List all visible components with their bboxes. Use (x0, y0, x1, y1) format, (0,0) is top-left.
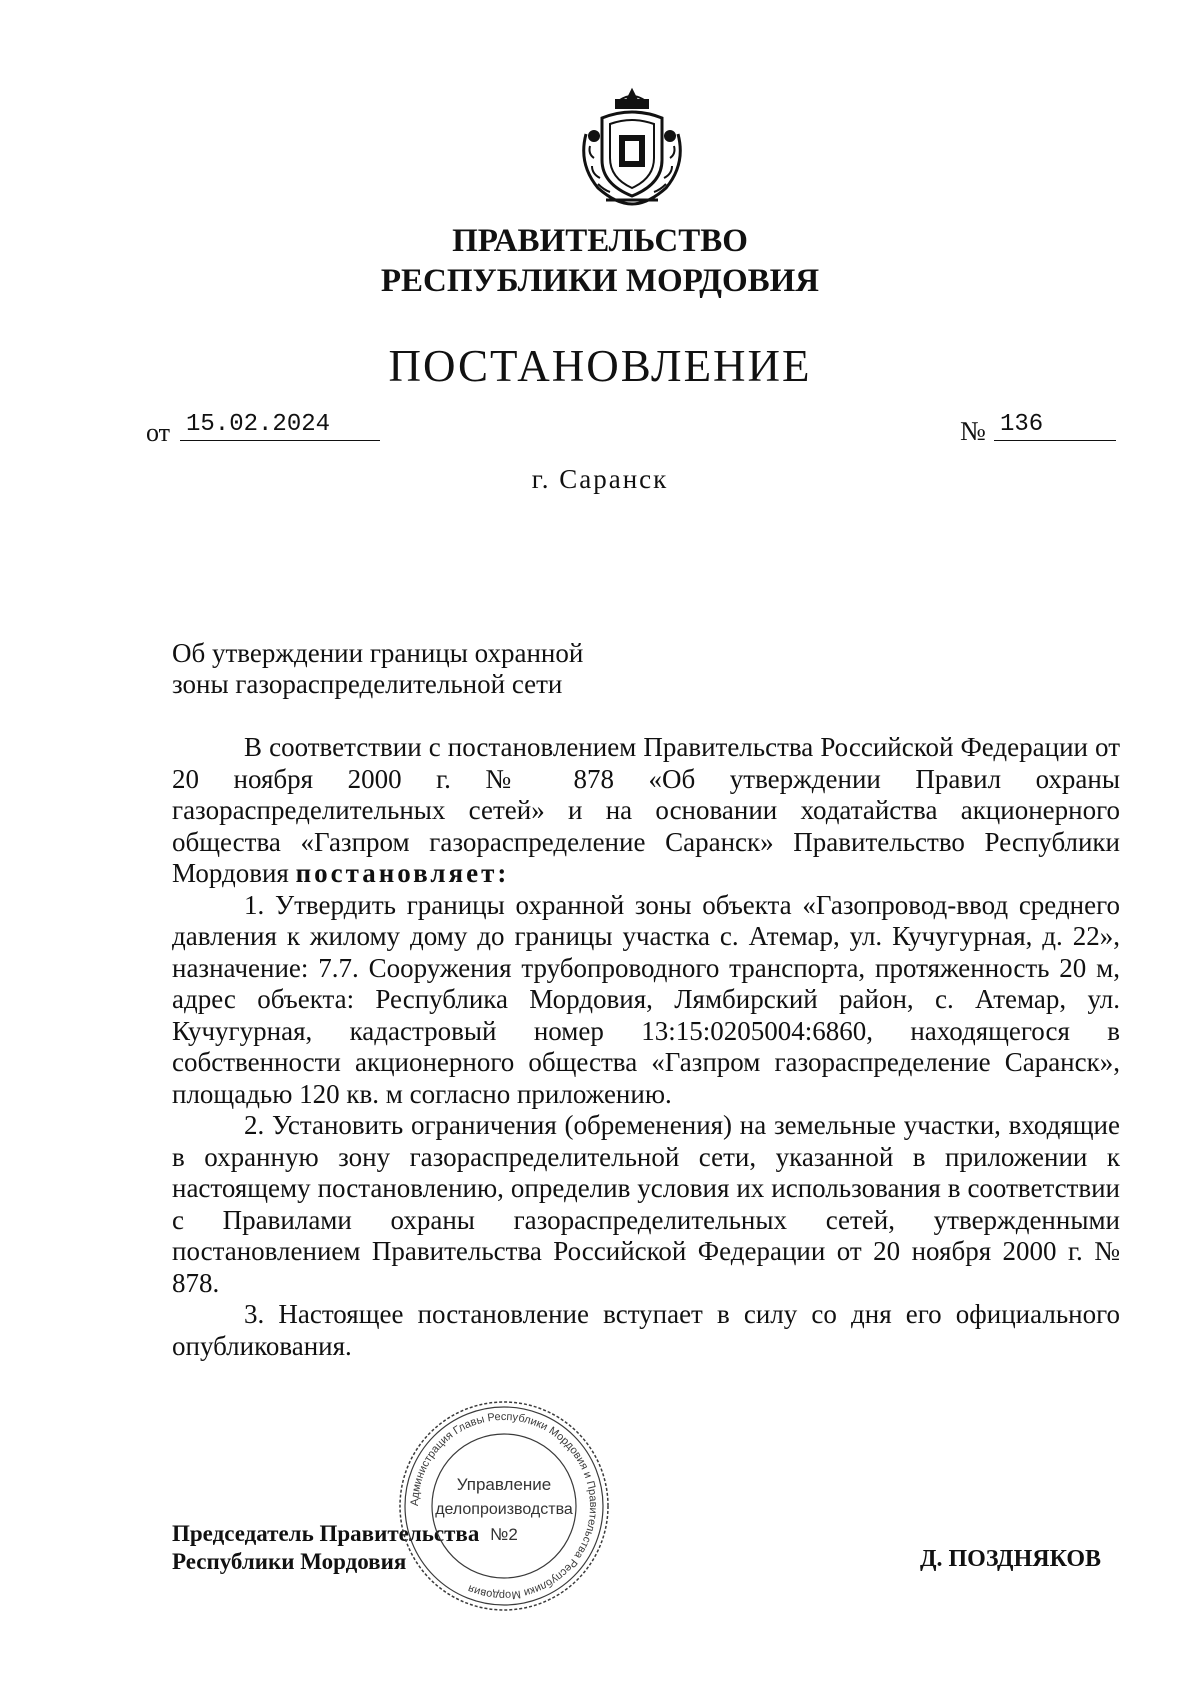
document-type-title: ПОСТАНОВЛЕНИЕ (388, 341, 812, 391)
coat-of-arms-emblem-icon (576, 84, 688, 210)
signatory-name: Д. ПОЗДНЯКОВ (920, 1546, 1102, 1572)
stamp-center-line3: №2 (490, 1525, 518, 1544)
stamp-center-line2: делопроизводства (435, 1501, 573, 1518)
subject-line1: Об утверждении границы охранной (172, 638, 584, 668)
document-number-value: 136 (994, 410, 1116, 441)
organization-name-line1: ПРАВИТЕЛЬСТВО (452, 223, 748, 259)
number-prefix-label: № (960, 416, 986, 446)
document-body (172, 732, 1120, 1362)
stamp-ring-text: Администрация Главы Республики Мордовия и Правительства Республики Мордовия (408, 1410, 600, 1602)
item2-paragraph: 2. Установить ограничения (обременения) на земельные участки, входящие в охранную зону газораспределительной сети, указанной в приложении к настоящему постановлению, определив условия их использования в соответствии с Правилами охраны газораспределительных сетей, утвержденными постановлением Правительства Российской Федерации от 20 ноября 2000 г. № 878. (172, 1110, 1120, 1298)
signatory-position-line2: Республики Мордовия (172, 1549, 407, 1574)
document-date-value: 15.02.2024 (180, 410, 380, 441)
organization-name-line2: РЕСПУБЛИКИ МОРДОВИЯ (380, 263, 820, 299)
stamp-center-line1: Управление (456, 1475, 552, 1494)
city-label: г. Саранск (531, 464, 669, 494)
date-prefix-label: от (146, 418, 171, 447)
subject-line2: зоны газораспределительной сети (172, 669, 563, 699)
preamble-text: В соответствии с постановлением Правительства Российской Федерации от 20 ноября 2000 г. № 878 «Об утверждении Правил охраны газораспределительных сетей» и на основании ходатайства акционерного общества «Газпром газораспределение Саранск» Правительство Республики Мордовия (172, 732, 1120, 888)
document-subject (172, 638, 652, 700)
item1-paragraph: 1. Утвердить границы охранной зоны объекта «Газопровод-ввод среднего давления к жилому дому до границы участка с. Атемар, ул. Кучугурная, д. 22», назначение: 7.7. Сооружения трубопроводного транспорта, протяженность 20 м, адрес объекта: Республика Мордовия, Лямбирский район, с. Атемар, ул. Кучугурная, кадастровый номер 13:15:0205004:6860, находящегося в собственности акционерного общества «Газпром газораспределение Саранск», площадью 120 кв. м согласно приложению. (172, 889, 1120, 1109)
preamble-paragraph (172, 732, 1120, 890)
decree-word: постановляет: (295, 858, 510, 888)
item3-paragraph: 3. Настоящее постановление вступает в силу со дня его официального опубликования. (172, 1299, 1120, 1361)
signatory-position-line1: Председатель Правительства (172, 1521, 480, 1546)
office-stamp-seal (396, 1398, 612, 1614)
